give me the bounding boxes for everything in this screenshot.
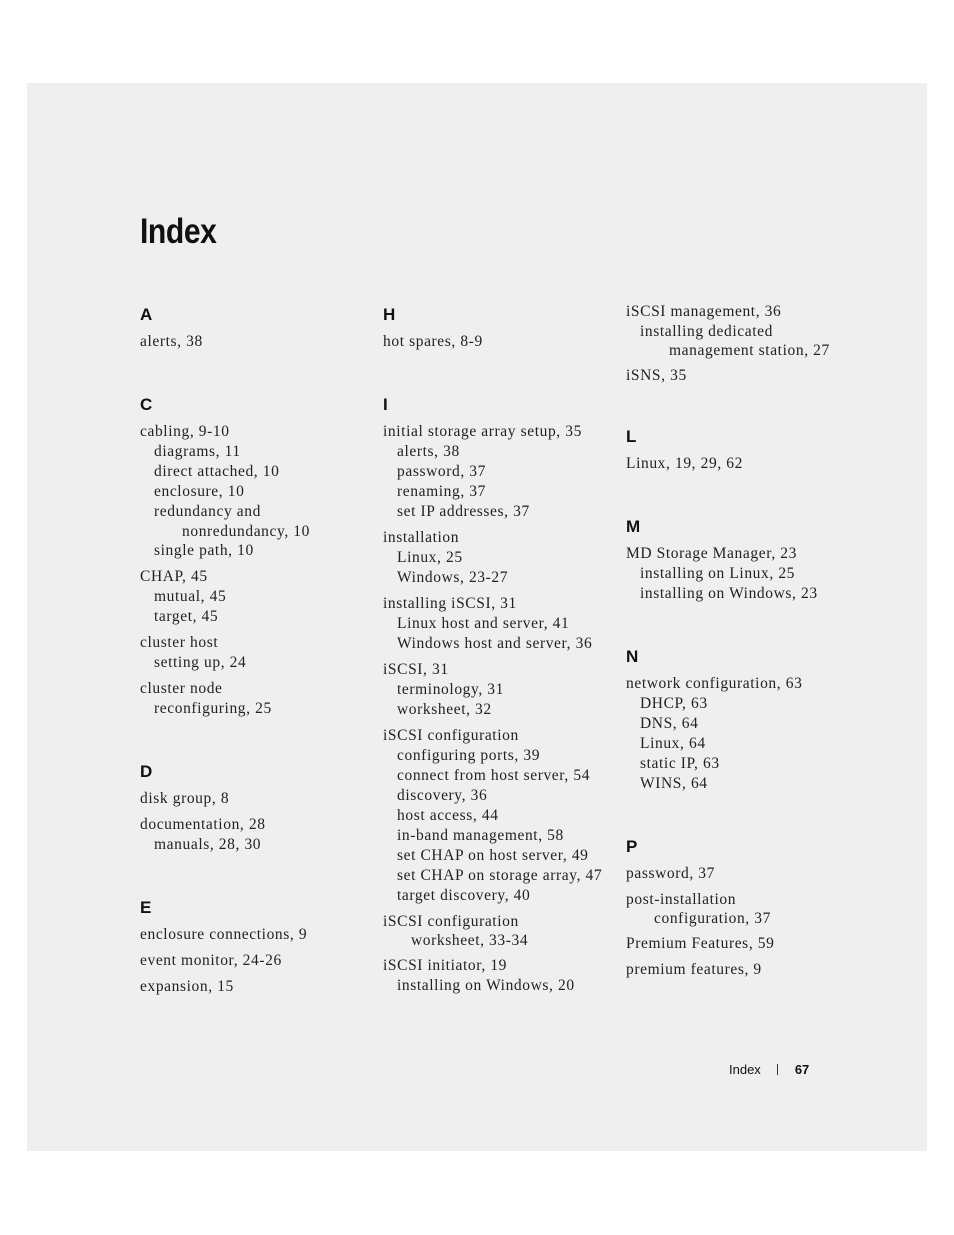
entry-term: password, 37 bbox=[626, 865, 715, 882]
entry-subterm: host access, 44 bbox=[397, 807, 499, 824]
index-section-e bbox=[140, 897, 370, 997]
entry-subterm: WINS, 64 bbox=[640, 775, 708, 792]
index-entry bbox=[383, 528, 613, 588]
entry-term: initial storage array setup, 35 bbox=[383, 423, 582, 440]
entry-term: iSCSI configuration bbox=[383, 913, 519, 930]
page-footer bbox=[729, 1062, 809, 1077]
index-column-2 bbox=[383, 304, 613, 1038]
index-entry bbox=[140, 567, 370, 627]
entry-subterm: Linux, 25 bbox=[397, 549, 463, 566]
index-entry bbox=[383, 912, 613, 950]
section-letter: C bbox=[140, 395, 153, 414]
entry-term: cluster host bbox=[140, 634, 219, 651]
entry-term: iSCSI configuration bbox=[383, 727, 519, 744]
entry-subterm: DHCP, 63 bbox=[640, 695, 708, 712]
entry-subterm: Windows, 23-27 bbox=[397, 569, 509, 586]
entry-subterm: target, 45 bbox=[154, 608, 219, 625]
entry-subterm: mutual, 45 bbox=[154, 588, 227, 605]
entry-term: network configuration, 63 bbox=[626, 675, 803, 692]
index-section-i-continued bbox=[626, 302, 886, 386]
index-entry bbox=[626, 302, 886, 360]
entry-term: Linux, 19, 29, 62 bbox=[626, 455, 743, 472]
index-section-c bbox=[140, 394, 370, 719]
entry-subterm: target discovery, 40 bbox=[397, 887, 531, 904]
footer-label: Index bbox=[729, 1062, 761, 1077]
entry-subterm: static IP, 63 bbox=[640, 755, 720, 772]
entry-subterm: password, 37 bbox=[397, 463, 486, 480]
index-entry bbox=[140, 815, 370, 855]
entry-subterm: alerts, 38 bbox=[397, 443, 460, 460]
entry-term: hot spares, 8-9 bbox=[383, 333, 483, 350]
entry-term: iSCSI initiator, 19 bbox=[383, 957, 508, 974]
entry-subterm: renaming, 37 bbox=[397, 483, 486, 500]
page-title: Index bbox=[140, 212, 217, 251]
entry-subterm: set CHAP on storage array, 47 bbox=[397, 867, 603, 884]
entry-subterm: redundancy and bbox=[154, 503, 261, 520]
index-entry bbox=[140, 925, 370, 945]
index-entry bbox=[383, 332, 613, 352]
entry-subterm-continued: management station, 27 bbox=[669, 342, 830, 359]
entry-term: disk group, 8 bbox=[140, 790, 230, 807]
entry-subterm: installing on Windows, 20 bbox=[397, 977, 575, 994]
entry-subterm: setting up, 24 bbox=[154, 654, 247, 671]
index-column-3 bbox=[626, 302, 886, 1022]
entry-subterm: installing on Linux, 25 bbox=[640, 565, 796, 582]
index-entry bbox=[140, 789, 370, 809]
section-letter: I bbox=[383, 395, 388, 414]
index-section-m bbox=[626, 516, 886, 604]
section-letter: P bbox=[626, 837, 638, 856]
page-number: 67 bbox=[794, 1062, 810, 1077]
section-letter: M bbox=[626, 517, 641, 536]
entry-term-continued: worksheet, 33-34 bbox=[411, 932, 529, 949]
entry-term: installation bbox=[383, 529, 460, 546]
entry-subterm: single path, 10 bbox=[154, 542, 254, 559]
index-entry bbox=[140, 633, 370, 673]
section-letter: N bbox=[626, 647, 639, 666]
index-entry bbox=[383, 726, 613, 906]
index-entry bbox=[140, 977, 370, 997]
index-entry bbox=[626, 454, 886, 474]
entry-subterm: enclosure, 10 bbox=[154, 483, 245, 500]
index-entry bbox=[383, 422, 613, 522]
index-entry bbox=[383, 956, 613, 996]
entry-subterm: set CHAP on host server, 49 bbox=[397, 847, 589, 864]
entry-subterm: reconfiguring, 25 bbox=[154, 700, 272, 717]
entry-term: cluster node bbox=[140, 680, 223, 697]
entry-subterm: connect from host server, 54 bbox=[397, 767, 591, 784]
section-letter: E bbox=[140, 898, 152, 917]
index-entry bbox=[140, 679, 370, 719]
entry-term: cabling, 9-10 bbox=[140, 423, 230, 440]
index-entry bbox=[626, 366, 886, 386]
index-entry bbox=[626, 960, 886, 980]
index-entry bbox=[626, 890, 886, 928]
index-section-i bbox=[383, 394, 613, 996]
entry-subterm: DNS, 64 bbox=[640, 715, 699, 732]
entry-subterm: worksheet, 32 bbox=[397, 701, 492, 718]
entry-term: enclosure connections, 9 bbox=[140, 926, 308, 943]
footer-separator bbox=[777, 1064, 778, 1075]
index-section-p bbox=[626, 836, 886, 980]
section-letter: L bbox=[626, 427, 637, 446]
section-letter: H bbox=[383, 305, 396, 324]
index-entry bbox=[626, 674, 886, 794]
index-entry bbox=[140, 422, 370, 561]
entry-subterm: Windows host and server, 36 bbox=[397, 635, 593, 652]
section-letter: A bbox=[140, 305, 153, 324]
entry-term: expansion, 15 bbox=[140, 978, 234, 995]
entry-term: Premium Features, 59 bbox=[626, 935, 775, 952]
entry-subterm: diagrams, 11 bbox=[154, 443, 241, 460]
index-section-n bbox=[626, 646, 886, 794]
index-entry bbox=[626, 934, 886, 954]
index-section-h bbox=[383, 304, 613, 352]
section-letter: D bbox=[140, 762, 153, 781]
entry-term: MD Storage Manager, 23 bbox=[626, 545, 797, 562]
index-section-l bbox=[626, 426, 886, 474]
entry-term: iSNS, 35 bbox=[626, 367, 687, 384]
index-entry bbox=[140, 332, 370, 352]
index-section-d bbox=[140, 761, 370, 855]
entry-term: post-installation bbox=[626, 891, 737, 908]
entry-subterm: Linux host and server, 41 bbox=[397, 615, 570, 632]
entry-subterm: in-band management, 58 bbox=[397, 827, 564, 844]
index-entry bbox=[383, 660, 613, 720]
entry-term: iSCSI management, 36 bbox=[626, 303, 782, 320]
entry-subterm: terminology, 31 bbox=[397, 681, 505, 698]
index-section-a bbox=[140, 304, 370, 352]
entry-term: alerts, 38 bbox=[140, 333, 203, 350]
entry-subterm: set IP addresses, 37 bbox=[397, 503, 530, 520]
entry-term: premium features, 9 bbox=[626, 961, 762, 978]
entry-subterm: installing on Windows, 23 bbox=[640, 585, 818, 602]
entry-term: installing iSCSI, 31 bbox=[383, 595, 517, 612]
index-entry bbox=[626, 864, 886, 884]
entry-term: documentation, 28 bbox=[140, 816, 266, 833]
entry-subterm: direct attached, 10 bbox=[154, 463, 280, 480]
entry-term: CHAP, 45 bbox=[140, 568, 208, 585]
entry-subterm: manuals, 28, 30 bbox=[154, 836, 262, 853]
index-entry bbox=[140, 951, 370, 971]
entry-subterm-continued: nonredundancy, 10 bbox=[182, 523, 310, 540]
entry-subterm: Linux, 64 bbox=[640, 735, 706, 752]
index-entry bbox=[383, 594, 613, 654]
index-column-1 bbox=[140, 304, 370, 1039]
entry-subterm: configuring ports, 39 bbox=[397, 747, 541, 764]
entry-term: event monitor, 24-26 bbox=[140, 952, 282, 969]
entry-subterm: installing dedicated bbox=[640, 323, 773, 340]
index-entry bbox=[626, 544, 886, 604]
entry-subterm: discovery, 36 bbox=[397, 787, 488, 804]
entry-term: iSCSI, 31 bbox=[383, 661, 449, 678]
entry-term-continued: configuration, 37 bbox=[654, 910, 771, 927]
